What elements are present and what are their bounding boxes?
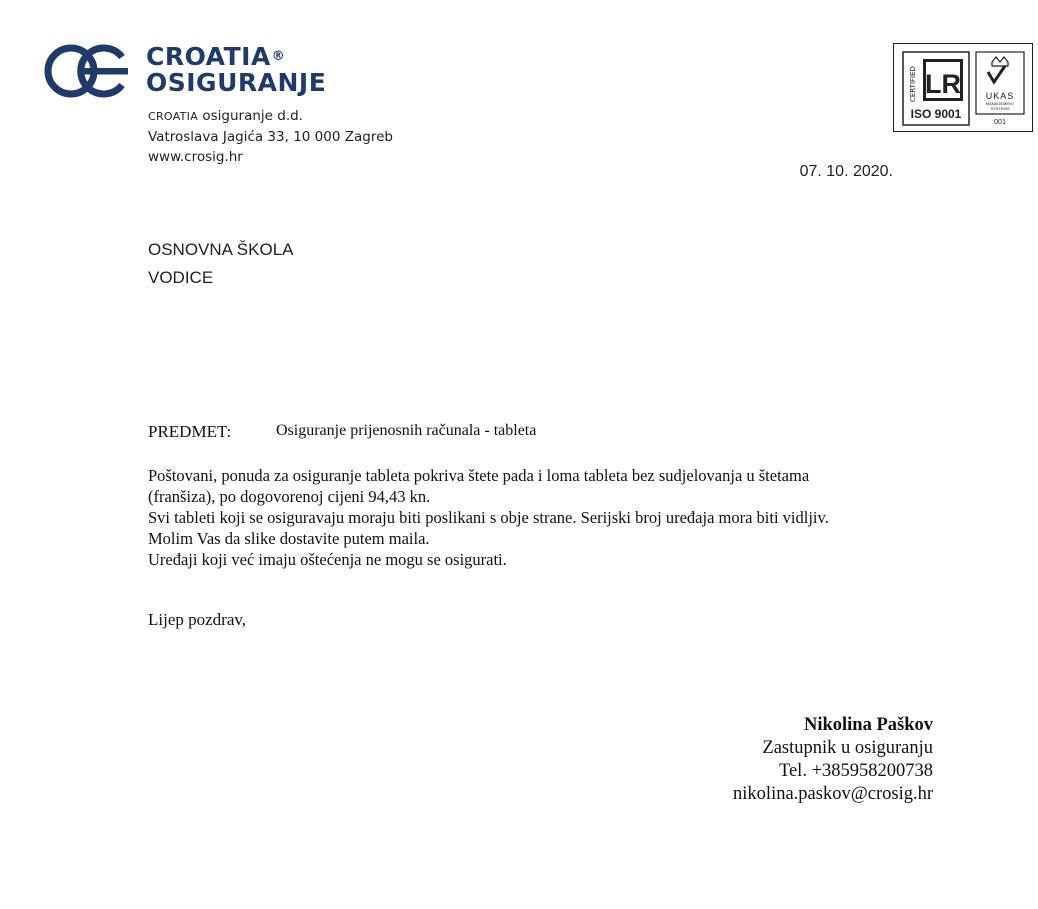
body-line: Uređaji koji već imaju oštećenja ne mogu se osigurati. [148, 550, 507, 569]
ukas-label: UKAS [985, 91, 1015, 101]
registered-mark: ® [271, 49, 285, 64]
company-logo-wordmark [146, 44, 326, 96]
subject-line [148, 422, 537, 442]
signer-email[interactable]: nikolina.paskov@crosig.hr [733, 784, 933, 804]
company-address: Vatroslava Jagića 33, 10 000 Zagreb [148, 129, 393, 145]
certified-label: CERTIFIED [909, 66, 917, 102]
recipient-line-2: VODICE [148, 268, 214, 287]
logo-line-2: OSIGURANJE [146, 68, 327, 97]
company-name: CROATIA osiguranje d.d. [148, 108, 303, 124]
body-line: Poštovani, ponuda za osiguranje tableta pokriva štete pada i loma tableta bez sudjelovanja u štetama [148, 466, 810, 485]
subject-label: PREDMET: [148, 422, 232, 441]
signer-title: Zastupnik u osiguranju [762, 738, 933, 758]
closing-greeting: Lijep pozdrav, [148, 610, 247, 629]
body-line: (franšiza), po dogovorenoj cijeni 94,43 kn. [148, 487, 431, 506]
ukas-sub-1: MANAGEMENT [985, 101, 1015, 106]
signer-phone: Tel. +385958200738 [778, 761, 933, 781]
certification-marks-icon [894, 44, 1031, 130]
subject-text: Osiguranje prijenosnih računala - tableta [276, 422, 537, 439]
recipient-block [148, 236, 294, 292]
logo-line-1: CROATIA [146, 42, 271, 71]
ukas-sub-2: SYSTEMS [990, 106, 1010, 111]
recipient-line-1: OSNOVNA ŠKOLA [148, 240, 294, 259]
letter-date: 07. 10. 2020. [799, 163, 893, 180]
iso-certification-badge [893, 43, 1033, 132]
ukas-number: 001 [994, 119, 1006, 126]
company-info [148, 106, 393, 167]
company-website: www.crosig.hr [148, 149, 243, 165]
croatia-osiguranje-logo-icon [44, 44, 130, 98]
letter-body [148, 465, 908, 570]
crown-icon [992, 57, 1008, 66]
body-line: Molim Vas da slike dostavite putem maila. [148, 529, 430, 548]
lr-mark: LR [925, 69, 961, 99]
check-icon [988, 66, 1005, 82]
signature-block [733, 714, 933, 806]
body-line: Svi tableti koji se osiguravaju moraju biti poslikani s obje strane. Serijski broj uređaja mora biti vidljiv. [148, 508, 829, 527]
iso-label: ISO 9001 [910, 107, 962, 121]
signer-name: Nikolina Paškov [803, 715, 933, 735]
